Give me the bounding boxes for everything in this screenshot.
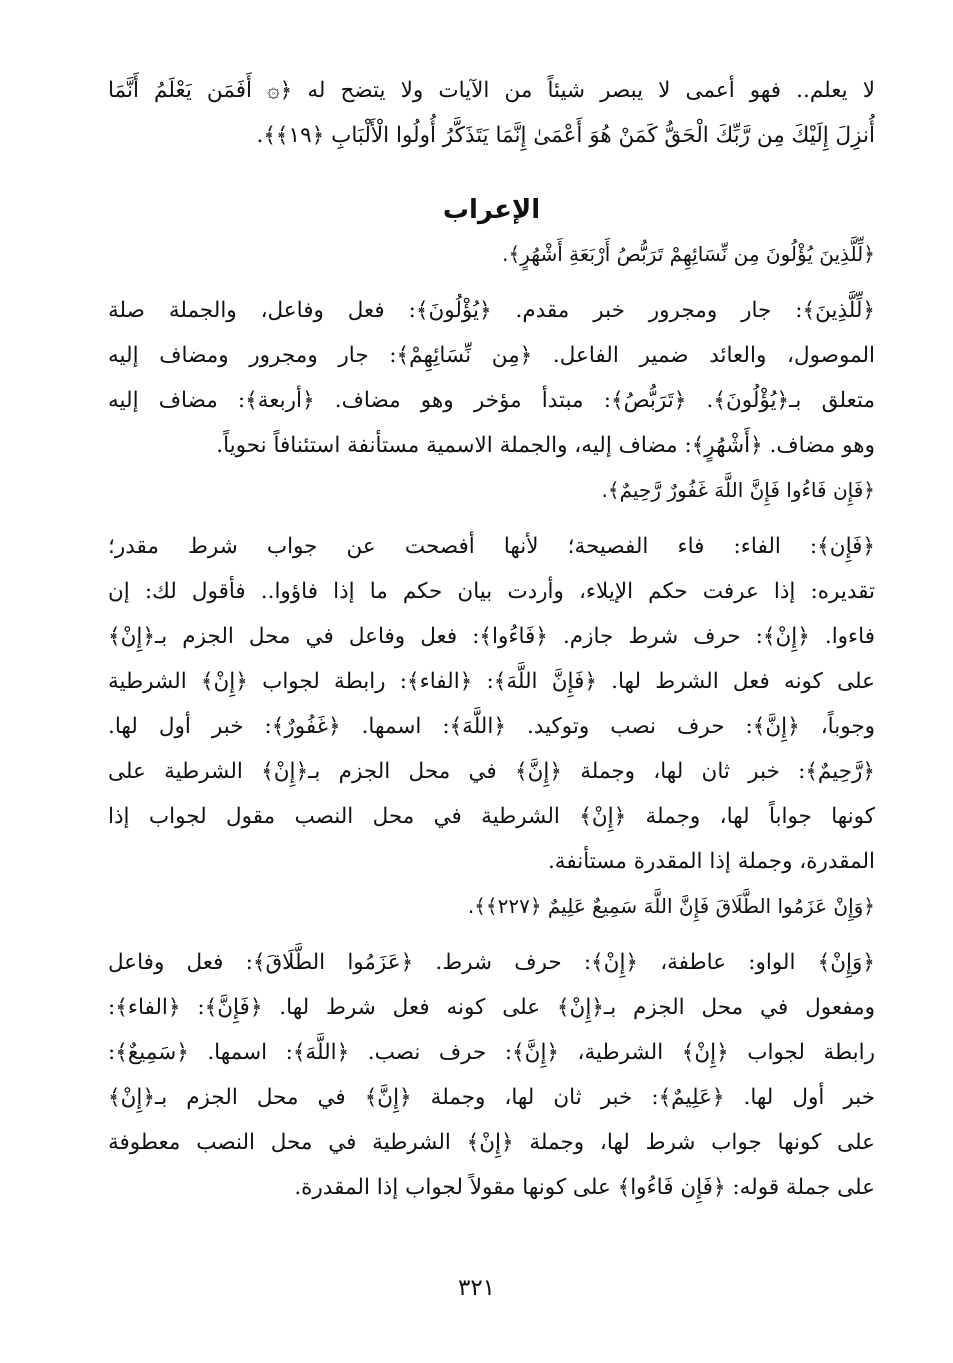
paragraph-line: متعلق بـ﴿يُؤْلُونَ﴾. ﴿تَرَبُّصُ﴾: مبتدأ مؤخر وهو مضاف. ﴿أربعة﴾: مضاف إليه [108,388,875,413]
paragraph-line: ومفعول في محل الجزم بـ﴿إِنْ﴾ على كونه فعل شرط لها. ﴿فَإِنَّ﴾: ﴿الفاء﴾: [108,995,875,1020]
paragraph-line: الموصول، والعائد ضمير الفاعل. ﴿مِن نِّسَائِهِمْ﴾: جار ومجرور ومضاف إليه [108,343,875,368]
verse-3: ﴿وَإِنْ عَزَمُوا الطَّلَاقَ فَإِنَّ اللَّهَ سَمِيعٌ عَلِيمٌ ﴿٢٢٧﴾﴾. [467,894,875,918]
verse-2: ﴿فَإِن فَاءُوا فَإِنَّ اللَّهَ غَفُورٌ رَّحِيمٌ﴾. [601,478,875,502]
paragraph-line: على جملة قوله: ﴿فَإِن فَاءُوا﴾ على كونها مقولاً لجواب إذا المقدرة. [294,1175,875,1200]
paragraph-line: ﴿فَإِن﴾: الفاء: فاء الفصيحة؛ لأنها أفصحت عن جواب شرط مقدر؛ [108,534,875,559]
verse-1: ﴿لِّلَّذِينَ يُؤْلُونَ مِن نِّسَائِهِمْ تَرَبُّصُ أَرْبَعَةِ أَشْهُرٍ﴾. [502,242,875,266]
paragraph-line: كونها جواباً لها، وجملة ﴿إِنْ﴾ الشرطية في محل النصب مقول لجواب إذا [108,804,875,829]
page-number: ٣٢١ [457,1275,496,1301]
paragraph-line: وهو مضاف. ﴿أَشْهُرٍ﴾: مضاف إليه، والجملة الاسمية مستأنفة استئنافاً نحوياً. [216,433,875,458]
paragraph-line: وجوباً، ﴿إِنَّ﴾: حرف نصب وتوكيد. ﴿اللَّهَ﴾: اسمها. ﴿غَفُورٌ﴾: خبر أول لها. [108,714,875,739]
paragraph-line: تقديره: إذا عرفت حكم الإيلاء، وأردت بيان حكم ما إذا فاؤوا.. فأقول لك: إن [108,579,875,604]
intro-line-1: لا يعلم.. فهو أعمى لا يبصر شيئاً من الآيات ولا يتضح له ﴿۞ أَفَمَن يَعْلَمُ أَنَّمَا [108,78,875,103]
page-body [108,68,875,1323]
paragraph-line: خبر أول لها. ﴿عَلِيمٌ﴾: خبر ثان لها، وجملة ﴿إِنَّ﴾ في محل الجزم بـ﴿إِنْ﴾ [108,1085,875,1110]
paragraph-line: فاءوا. ﴿إِنْ﴾: حرف شرط جازم. ﴿فَاءُوا﴾: فعل وفاعل في محل الجزم بـ﴿إِنْ﴾ [108,624,875,649]
paragraph-line: ﴿لِّلَّذِينَ﴾: جار ومجرور خبر مقدم. ﴿يُؤْلُونَ﴾: فعل وفاعل، والجملة صلة [108,298,875,323]
paragraph-line: على كونها جواب شرط لها، وجملة ﴿إِنْ﴾ الشرطية في محل النصب معطوفة [108,1130,875,1155]
paragraph-line: ﴿وَإِنْ﴾ الواو: عاطفة، ﴿إِنْ﴾: حرف شرط. ﴿عَزَمُوا الطَّلَاقَ﴾: فعل وفاعل [108,950,875,975]
section-heading: الإعراب [442,195,541,225]
paragraph-line: رابطة لجواب ﴿إِنْ﴾ الشرطية، ﴿إِنَّ﴾: حرف نصب. ﴿اللَّهَ﴾: اسمها. ﴿سَمِيعٌ﴾: [108,1040,875,1065]
intro-line-2: أُنزِلَ إِلَيْكَ مِن رَّبِّكَ الْحَقُّ كَمَنْ هُوَ أَعْمَىٰ إِنَّمَا يَتَذَكَّرُ أُولُوا الْأَلْبَابِ ﴿١٩﴾﴾. [256,123,875,148]
paragraph-line: المقدرة، وجملة إذا المقدرة مستأنفة. [547,849,875,874]
paragraph-line: على كونه فعل الشرط لها. ﴿فَإِنَّ اللَّهَ﴾: ﴿الفاء﴾: رابطة لجواب ﴿إِنْ﴾ الشرطية [108,669,875,694]
paragraph-line: ﴿رَّحِيمٌ﴾: خبر ثان لها، وجملة ﴿إِنَّ﴾ في محل الجزم بـ﴿إِنْ﴾ الشرطية على [108,759,875,784]
